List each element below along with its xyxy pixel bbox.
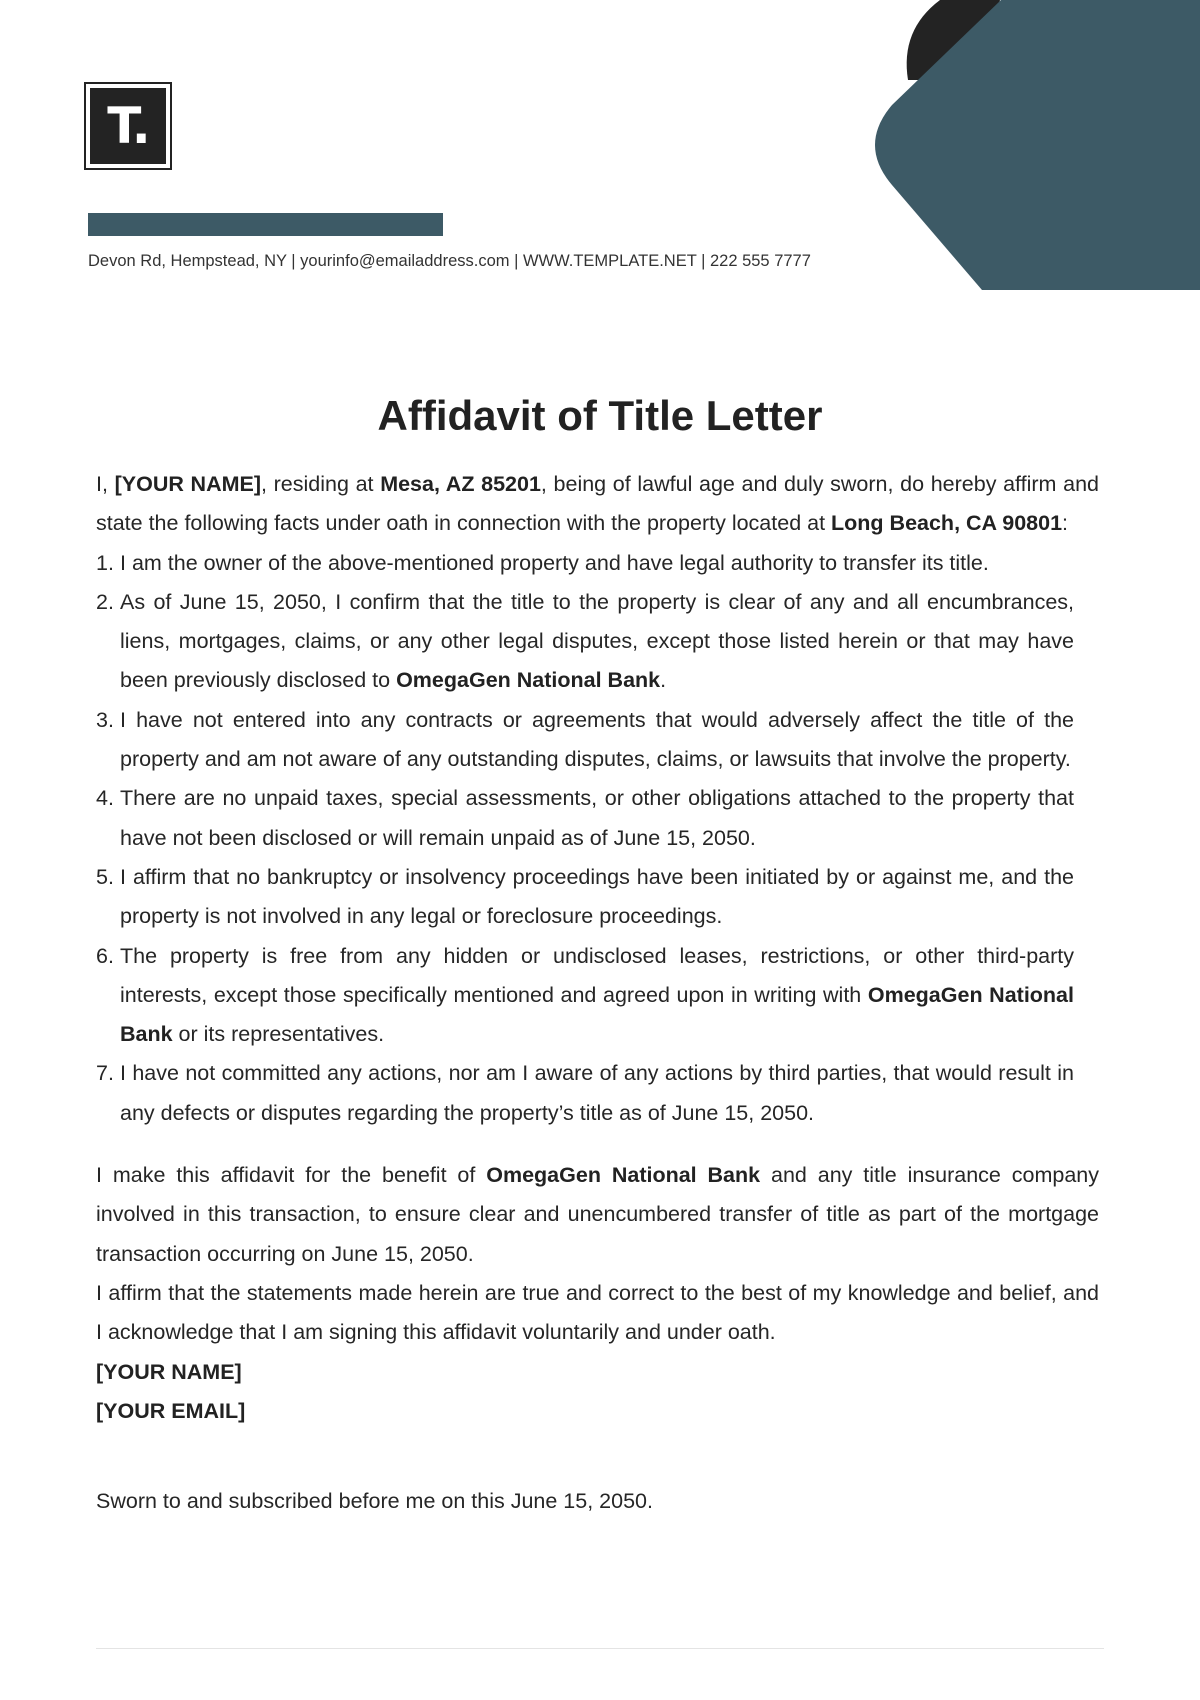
list-item bbox=[96, 1054, 1074, 1133]
document-body bbox=[96, 465, 1099, 1521]
document-title: Affidavit of Title Letter bbox=[377, 392, 823, 439]
benefit-text: I make this affidavit for the benefit of bbox=[96, 1163, 487, 1188]
list-number: 5. bbox=[96, 864, 114, 889]
list-item bbox=[96, 858, 1074, 937]
list-text: I am the owner of the above-mentioned property and have legal authority to transfer its title. bbox=[120, 550, 989, 575]
header-accent-bar bbox=[88, 213, 443, 236]
list-text: or its representatives. bbox=[172, 1022, 385, 1047]
list-text: . bbox=[660, 668, 667, 693]
company-logo bbox=[84, 82, 172, 170]
list-number: 4. bbox=[96, 786, 114, 811]
benefit-text: and any title insurance company involved in this transaction, to ensure clear and unencumbered transfer of title as part of the mortgage transaction occurring on June 15, 2050. bbox=[96, 1163, 1099, 1266]
list-text: I have not entered into any contracts or agreements that would adversely affect the title of the property and am not aware of any outstanding disputes, claims, or lawsuits that involve the property. bbox=[120, 707, 1074, 772]
list-item bbox=[96, 937, 1074, 1055]
signature-email-text: [YOUR EMAIL] bbox=[96, 1398, 246, 1423]
list-text: The property is free from any hidden or undisclosed leases, restrictions, or other third-party interests, except those specifically mentioned and agreed upon in writing with bbox=[120, 943, 1074, 1007]
bank-name: OmegaGen National Bank bbox=[396, 668, 661, 693]
property-location: Long Beach, CA 90801 bbox=[831, 511, 1063, 536]
logo-letter: T. bbox=[90, 88, 166, 164]
intro-paragraph bbox=[96, 465, 1099, 544]
signature-name-text: [YOUR NAME] bbox=[96, 1359, 242, 1384]
list-text: There are no unpaid taxes, special assessments, or other obligations attached to the property that have not been disclosed or will remain unpaid as of June 15, 2050. bbox=[120, 786, 1074, 850]
intro-text: , residing at bbox=[261, 472, 381, 496]
affirmation-paragraph: I affirm that the statements made herein are true and correct to the best of my knowledge and belief, and I acknowledge that I am signing this affidavit voluntarily and under oath. bbox=[96, 1280, 1099, 1345]
list-number: 2. bbox=[96, 589, 114, 614]
bank-name: OmegaGen National Bank bbox=[486, 1163, 761, 1188]
list-number: 3. bbox=[96, 707, 114, 732]
benefit-paragraph bbox=[96, 1156, 1099, 1274]
list-text: I affirm that no bankruptcy or insolvency proceedings have been initiated by or against me, and the property is not involved in any legal or foreclosure proceedings. bbox=[120, 864, 1074, 929]
list-number: 1. bbox=[96, 550, 114, 575]
bank-name: OmegaGen National Bank bbox=[120, 982, 1074, 1047]
intro-text: , being of lawful age and duly sworn, do hereby affirm and state the following facts under oath in connection with the property located at bbox=[96, 472, 1099, 536]
list-item bbox=[96, 544, 1074, 583]
affiant-name: [YOUR NAME] bbox=[114, 472, 262, 496]
list-number: 7. bbox=[96, 1061, 114, 1086]
list-item bbox=[96, 701, 1074, 780]
affiant-residence: Mesa, AZ 85201 bbox=[380, 472, 541, 496]
list-item bbox=[96, 583, 1074, 701]
sworn-statement: Sworn to and subscribed before me on this June 15, 2050. bbox=[96, 1489, 653, 1514]
intro-text: : bbox=[1062, 511, 1069, 536]
signature-name bbox=[96, 1353, 1099, 1392]
footer-divider bbox=[96, 1648, 1104, 1649]
contact-line: Devon Rd, Hempstead, NY | yourinfo@emailaddress.com | WWW.TEMPLATE.NET | 222 555 7777 bbox=[88, 252, 811, 270]
intro-text: I, bbox=[96, 472, 115, 496]
list-number: 6. bbox=[96, 943, 114, 968]
affirmation-list bbox=[96, 544, 1099, 1133]
list-text: As of June 15, 2050, I confirm that the title to the property is clear of any and all encumbrances, liens, mortgages, claims, or any other legal disputes, except those listed herein or that may have been previously disclosed to bbox=[120, 589, 1074, 693]
signature-email bbox=[96, 1392, 1099, 1431]
list-text: I have not committed any actions, nor am I aware of any actions by third parties, that would result in any defects or disputes regarding the property’s title as of June 15, 2050. bbox=[120, 1061, 1074, 1125]
list-item bbox=[96, 779, 1074, 858]
